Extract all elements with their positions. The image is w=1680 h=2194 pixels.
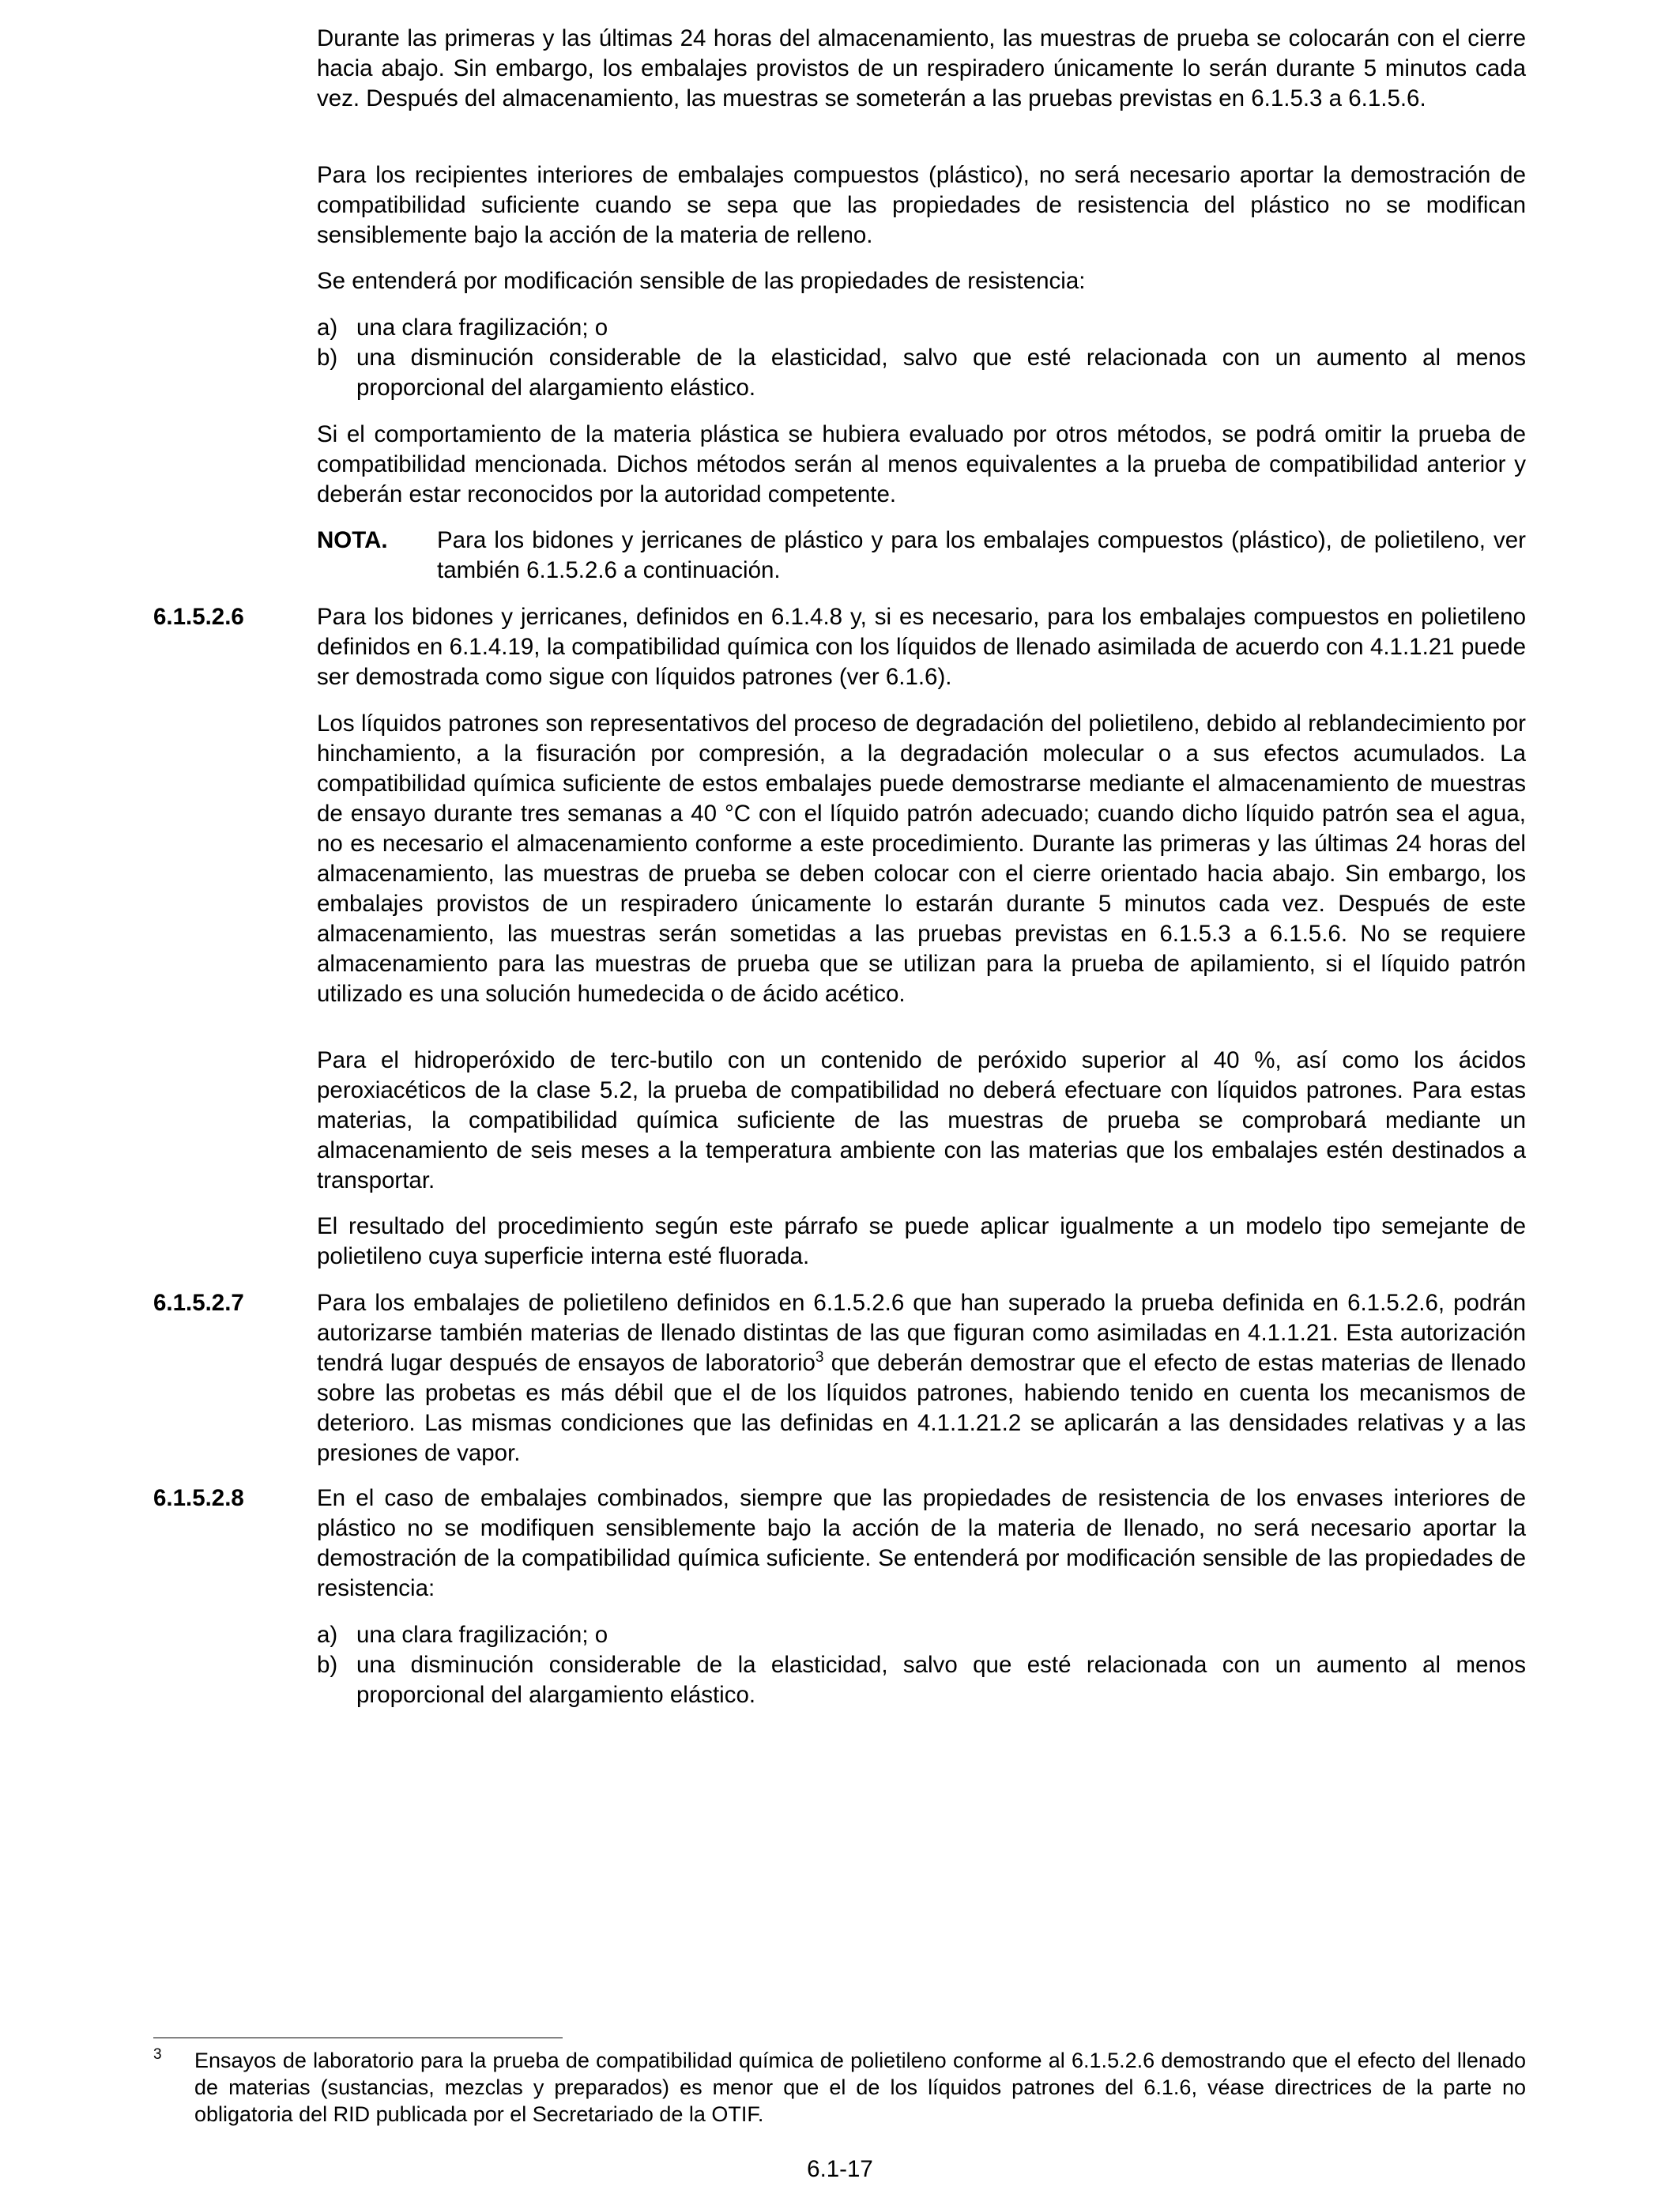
footnote-mark: 3 xyxy=(153,2046,162,2063)
note-text: Para los bidones y jerricanes de plástico y para los embalajes compuestos (plástico), de polietileno, ver también 6.1.5.2.6 a continuación. xyxy=(437,527,1526,583)
list-item-b xyxy=(317,343,1526,403)
list-item-b xyxy=(317,1650,1526,1710)
note-label: NOTA. xyxy=(317,527,388,553)
list-marker: a) xyxy=(317,315,338,341)
list-item-a xyxy=(317,313,1526,343)
list-marker: a) xyxy=(317,1622,338,1648)
section-6-1-5-2-6-peroxide: Para el hidroperóxido de terc-butilo con un contenido de peróxido superior al 40 %, así como los ácidos peroxiacéticos de la clase 5.2, la prueba de compatibilidad no deberá efectuare con líquidos patrones. Para estas materias, la compatibilidad química suficiente de las muestras de prueba se comprobará mediante un almacenamiento de seis meses a la temperatura ambiente con las materias que los embalajes estén destinados a transportar. xyxy=(317,1047,1526,1193)
footnote-reference: 3 xyxy=(815,1349,824,1366)
paragraph-inner-receptacles: Para los recipientes interiores de embalajes compuestos (plástico), no será necesario aportar la demostración de compatibilidad suficiente cuando se sepa que las propiedades de resistencia del plástico no se modifican sensiblemente bajo la acción de la materia de relleno. xyxy=(317,162,1526,248)
paragraph-other-methods: Si el comportamiento de la materia plástica se hubiera evaluado por otros métodos, se podrá omitir la prueba de compatibilidad mencionada. Dichos métodos serán al menos equivalentes a la prueba de compatibilidad anterior y deberán estar reconocidos por la autoridad competente. xyxy=(317,421,1526,507)
list-item-text: una disminución considerable de la elasticidad, salvo que esté relacionada con un aumento al menos proporcional del alargamiento elástico. xyxy=(356,1652,1526,1708)
section-6-1-5-2-7-text xyxy=(317,1288,1526,1468)
list-item-text: una clara fragilización; o xyxy=(356,1622,608,1648)
section-number-6-1-5-2-6: 6.1.5.2.6 xyxy=(153,604,244,630)
paragraph-modification-definition: Se entenderá por modificación sensible de las propiedades de resistencia: xyxy=(317,268,1086,294)
list-item-text: una disminución considerable de la elasticidad, salvo que esté relacionada con un aumento al menos proporcional del alargamiento elástico. xyxy=(356,345,1526,401)
note xyxy=(317,526,1526,586)
paragraph-storage-orientation: Durante las primeras y las últimas 24 horas del almacenamiento, las muestras de prueba se colocarán con el cierre hacia abajo. Sin embargo, los embalajes provistos de un respiradero únicamente lo serán durante 5 minutos cada vez. Después del almacenamiento, las muestras se someterán a las pruebas previstas en 6.1.5.3 a 6.1.5.6. xyxy=(317,25,1526,111)
section-6-1-5-2-6-standard-liquids: Los líquidos patrones son representativos del proceso de degradación del polietileno, debido al reblandecimiento por hinchamiento, a la fisuración por compresión, a la degradación molecular o a sus efectos acumulados. La compatibilidad química suficiente de estos embalajes puede demostrarse mediante el almacenamiento de muestras de ensayo durante tres semanas a 40 °C con el líquido patrón adecuado; cuando dicho líquido patrón sea el agua, no es necesario el almacenamiento conforme a este procedimiento. Durante las primeras y las últimas 24 horas del almacenamiento, las muestras de prueba se deben colocar con el cierre orientado hacia abajo. Sin embargo, los embalajes provistos de un respiradero únicamente lo estarán durante 5 minutos cada vez. Después de este almacenamiento, las muestras serán sometidas a las pruebas previstas en 6.1.5.3 a 6.1.5.6. No se requiere almacenamiento para las muestras de prueba que se utilizan para la prueba de apilamiento, si el líquido patrón utilizado es una solución humedecida o de ácido acético. xyxy=(317,711,1526,1007)
footnote-text: Ensayos de laboratorio para la prueba de compatibilidad química de polietileno conforme al 6.1.5.2.6 demostrando que el efecto del llenado de materias (sustancias, mezclas y preparados) es menor que el de los líquidos patrones del 6.1.6, véase directrices de la parte no obligatoria del RID publicada por el Secretariado de la OTIF. xyxy=(194,2049,1526,2126)
section-6-1-5-2-7-text-part2: que deberán demostrar que el efecto de estas materias de llenado sobre las probetas es más débil que el de los líquidos patrones, habiendo tenido en cuenta los mecanismos de deterioro. Las mismas condiciones que las definidas en 4.1.1.21.2 se aplicarán a las densidades relativas y a las presiones de vapor. xyxy=(317,1350,1526,1466)
list-item-text: una clara fragilización; o xyxy=(356,315,608,341)
section-6-1-5-2-6-intro: Para los bidones y jerricanes, definidos en 6.1.4.8 y, si es necesario, para los embalajes compuestos en polietileno definidos en 6.1.4.19, la compatibilidad química con los líquidos de llenado asimilada de acuerdo con 4.1.1.21 puede ser demostrada como sigue con líquidos patrones (ver 6.1.6). xyxy=(317,604,1526,690)
list-item-a xyxy=(317,1620,1526,1650)
list-marker: b) xyxy=(317,345,338,371)
section-6-1-5-2-8-text: En el caso de embalajes combinados, siempre que las propiedades de resistencia de los envases interiores de plástico no se modifiquen sensiblemente bajo la acción de la materia de llenado, no será necesario aportar la demostración de la compatibilidad química suficiente. Se entenderá por modificación sensible de las propiedades de resistencia: xyxy=(317,1485,1526,1601)
page-number: 6.1-17 xyxy=(807,2156,873,2182)
section-number-6-1-5-2-7: 6.1.5.2.7 xyxy=(153,1290,244,1316)
section-6-1-5-2-7-text-part1: Para los embalajes de polietileno definidos en 6.1.5.2.6 que han superado la prueba definida en 6.1.5.2.6, podrán autorizarse también materias de llenado distintas de las que figuran como asimiladas en 4.1.1.21. Esta autorización tendrá lugar después de ensayos de laboratorio xyxy=(317,1290,1526,1376)
section-number-6-1-5-2-8: 6.1.5.2.8 xyxy=(153,1485,244,1511)
section-6-1-5-2-6-fluorinated: El resultado del procedimiento según este párrafo se puede aplicar igualmente a un modelo tipo semejante de polietileno cuya superficie interna esté fluorada. xyxy=(317,1213,1526,1269)
list-marker: b) xyxy=(317,1652,338,1678)
